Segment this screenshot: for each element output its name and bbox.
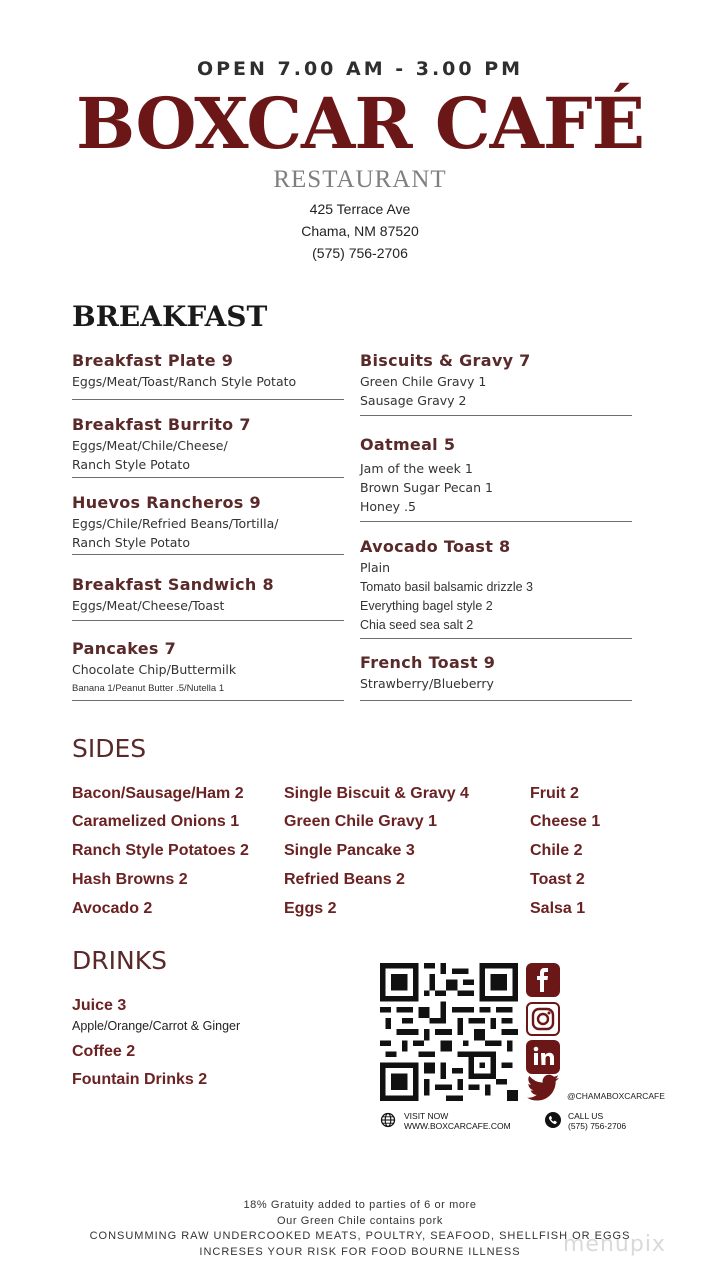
menu-item-name: Breakfast Plate 9 bbox=[72, 351, 234, 370]
side-item: Caramelized Onions 1 bbox=[72, 813, 240, 830]
side-item: Fruit 2 bbox=[530, 785, 579, 802]
menu-item bbox=[360, 351, 632, 416]
menu-item-desc: Sausage Gravy 2 bbox=[360, 393, 467, 408]
side-item: Salsa 1 bbox=[530, 900, 586, 917]
menu-item-desc: Banana 1/Peanut Butter .5/Nutella 1 bbox=[72, 683, 225, 694]
drinks-heading: DRINKS bbox=[72, 946, 167, 975]
footer-warning-1: CONSUMMING RAW UNDERCOOKED MEATS, POULTRY, SEAFOOD, SHELLFISH OR EGGS bbox=[89, 1230, 631, 1242]
side-item: Eggs 2 bbox=[284, 900, 337, 917]
menu-item bbox=[360, 435, 632, 522]
drink-fountain: Fountain Drinks 2 bbox=[72, 1071, 208, 1088]
watermark: menupix bbox=[563, 1232, 666, 1257]
footer-gratuity: 18% Gratuity added to parties of 6 or more bbox=[243, 1199, 477, 1211]
menu-item bbox=[360, 537, 632, 639]
address-street: 425 Terrace Ave bbox=[309, 201, 411, 217]
globe-icon bbox=[380, 1112, 396, 1128]
sides-heading: SIDES bbox=[72, 734, 147, 763]
menu-item-name: Oatmeal 5 bbox=[360, 435, 456, 454]
menu-item-name: Avocado Toast 8 bbox=[360, 537, 511, 556]
menu-item-name: French Toast 9 bbox=[360, 653, 496, 672]
call-label: CALL US bbox=[568, 1111, 604, 1121]
footer-pork-note: Our Green Chile contains pork bbox=[277, 1215, 443, 1227]
phone-icon bbox=[545, 1112, 561, 1128]
twitter-icon[interactable] bbox=[527, 1074, 559, 1102]
side-item: Bacon/Sausage/Ham 2 bbox=[72, 785, 244, 802]
restaurant-subtitle: RESTAURANT bbox=[273, 166, 447, 193]
drink-juice-desc: Apple/Orange/Carrot & Ginger bbox=[72, 1019, 241, 1033]
menu-item-desc: Plain bbox=[360, 560, 391, 575]
side-item: Single Biscuit & Gravy 4 bbox=[284, 785, 469, 802]
menu-item-desc: Chia seed sea salt 2 bbox=[360, 618, 474, 632]
address-phone: (575) 756-2706 bbox=[312, 245, 408, 261]
menu-item-desc: Ranch Style Potato bbox=[72, 457, 190, 472]
menu-item-desc: Honey .5 bbox=[360, 499, 416, 514]
opening-hours: OPEN 7.00 AM - 3.00 PM bbox=[196, 58, 524, 80]
side-item: Hash Browns 2 bbox=[72, 871, 188, 888]
facebook-icon[interactable] bbox=[526, 963, 560, 997]
qr-code[interactable] bbox=[380, 963, 518, 1101]
menu-item-desc: Eggs/Chile/Refried Beans/Tortilla/ bbox=[72, 516, 279, 531]
menu-item bbox=[72, 639, 344, 701]
menu-item bbox=[72, 493, 344, 555]
menu-item-desc: Jam of the week 1 bbox=[360, 461, 473, 476]
side-item: Single Pancake 3 bbox=[284, 842, 415, 859]
menu-item-desc: Eggs/Meat/Cheese/Toast bbox=[72, 598, 225, 613]
breakfast-heading: BREAKFAST bbox=[72, 300, 268, 333]
call-link[interactable] bbox=[568, 1111, 626, 1131]
menu-item bbox=[360, 653, 632, 701]
side-item: Ranch Style Potatoes 2 bbox=[72, 842, 249, 859]
restaurant-name: BOXCAR CAFÉ bbox=[76, 82, 644, 165]
social-handle: @CHAMABOXCARCAFE bbox=[567, 1091, 665, 1101]
menu-item bbox=[72, 351, 344, 400]
menu-item-desc: Eggs/Meat/Chile/Cheese/ bbox=[72, 438, 228, 453]
menu-item-desc: Everything bagel style 2 bbox=[360, 599, 493, 613]
drink-juice: Juice 3 bbox=[72, 997, 127, 1014]
address-city: Chama, NM 87520 bbox=[301, 223, 419, 239]
menu-item-name: Biscuits & Gravy 7 bbox=[360, 351, 531, 370]
website-url: WWW.BOXCARCAFE.COM bbox=[404, 1121, 511, 1131]
side-item: Toast 2 bbox=[530, 871, 585, 888]
menu-item-name: Pancakes 7 bbox=[72, 639, 177, 658]
footer-warning-2: INCRESES YOUR RISK FOR FOOD BOURNE ILLNESS bbox=[199, 1246, 521, 1258]
menu-item-name: Breakfast Sandwich 8 bbox=[72, 575, 274, 594]
menu-item-desc: Chocolate Chip/Buttermilk bbox=[72, 662, 237, 677]
side-item: Refried Beans 2 bbox=[284, 871, 405, 888]
side-item: Avocado 2 bbox=[72, 900, 153, 917]
visit-label: VISIT NOW bbox=[404, 1111, 449, 1121]
menu-item bbox=[72, 415, 344, 478]
call-phone: (575) 756-2706 bbox=[568, 1121, 627, 1131]
menu-item-desc: Green Chile Gravy 1 bbox=[360, 374, 487, 389]
menu-item-desc: Brown Sugar Pecan 1 bbox=[360, 480, 493, 495]
side-item: Chile 2 bbox=[530, 842, 583, 859]
side-item: Green Chile Gravy 1 bbox=[284, 813, 437, 830]
instagram-icon[interactable] bbox=[526, 1002, 560, 1036]
menu-item-name: Breakfast Burrito 7 bbox=[72, 415, 251, 434]
menu-item-desc: Ranch Style Potato bbox=[72, 535, 190, 550]
menu-item-name: Huevos Rancheros 9 bbox=[72, 493, 261, 512]
linkedin-icon[interactable] bbox=[526, 1040, 560, 1074]
side-item: Cheese 1 bbox=[530, 813, 601, 830]
menu-item bbox=[72, 575, 344, 621]
menu-item-desc: Strawberry/Blueberry bbox=[360, 676, 494, 691]
drink-coffee: Coffee 2 bbox=[72, 1043, 136, 1060]
menu-item-desc: Tomato basil balsamic drizzle 3 bbox=[360, 580, 533, 594]
visit-link[interactable] bbox=[404, 1111, 511, 1131]
menu-item-desc: Eggs/Meat/Toast/Ranch Style Potato bbox=[72, 374, 297, 389]
